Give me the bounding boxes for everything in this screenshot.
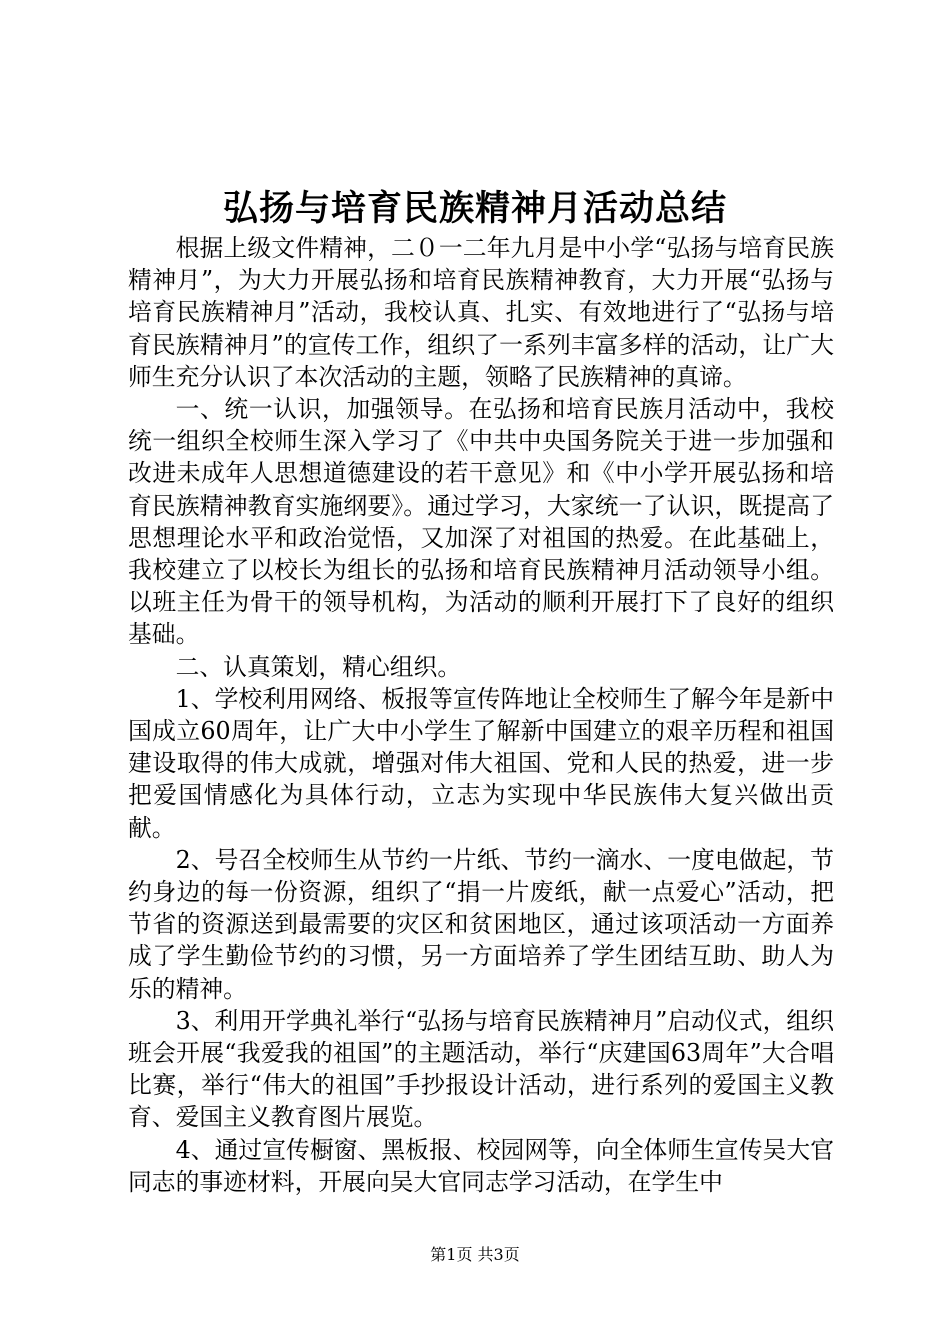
paragraph-item-3: 3、利用开学典礼举行“弘扬与培育民族精神月”启动仪式，组织班会开展“我爱我的祖国”的主题活动，举行“庆建国63周年”大合唱比赛，举行“伟大的祖国”手抄报设计活动，进行系列的爱国主义教育、爱国主义教育图片展览。 bbox=[128, 1006, 834, 1132]
paragraph-intro: 根据上级文件精神，二０一二年九月是中小学“弘扬与培育民族精神月”，为大力开展弘扬和培育民族精神教育，大力开展“弘扬与培育民族精神月”活动，我校认真、扎实、有效地进行了“弘扬与培育民族精神月”的宣传工作，组织了一系列丰富多样的活动，让广大师生充分认识了本次活动的主题，领略了民族精神的真谛。 bbox=[128, 234, 834, 391]
paragraph-section-1: 一、统一认识，加强领导。在弘扬和培育民族月活动中，我校统一组织全校师生深入学习了《中共中央国务院关于进一步加强和改进未成年人思想道德建设的若干意见》和《中小学开展弘扬和培育民族精神教育实施纲要》。通过学习，大家统一了认识，既提高了思想理论水平和政治觉悟，又加深了对祖国的热爱。在此基础上，我校建立了以校长为组长的弘扬和培育民族精神月活动领导小组。以班主任为骨干的领导机构，为活动的顺利开展打下了良好的组织基础。 bbox=[128, 395, 834, 649]
paragraph-item-1: 1、学校利用网络、板报等宣传阵地让全校师生了解今年是新中国成立60周年，让广大中小学生了解新中国建立的艰辛历程和祖国建设取得的伟大成就，增强对伟大祖国、党和人民的热爱，进一步把爱国情感化为具体行动，立志为实现中华民族伟大复兴做出贡献。 bbox=[128, 684, 834, 842]
paragraph-item-2: 2、号召全校师生从节约一片纸、节约一滴水、一度电做起，节约身边的每一份资源，组织了“捐一片废纸，献一点爱心”活动，把节省的资源送到最需要的灾区和贫困地区，通过该项活动一方面养成了学生勤俭节约的习惯，另一方面培养了学生团结互助、助人为乐的精神。 bbox=[128, 845, 834, 1003]
document-body bbox=[128, 232, 834, 1198]
page-number-footer: 第1页 共3页 bbox=[430, 1245, 520, 1264]
paragraph-item-4: 4、通过宣传橱窗、黑板报、校园网等，向全体师生宣传吴大官同志的事迹材料，开展向吴大官同志学习活动，在学生中 bbox=[128, 1135, 834, 1196]
paragraph-section-2-heading: 二、认真策划，精心组织。 bbox=[175, 652, 462, 681]
document-title: 弘扬与培育民族精神月活动总结 bbox=[222, 188, 727, 229]
